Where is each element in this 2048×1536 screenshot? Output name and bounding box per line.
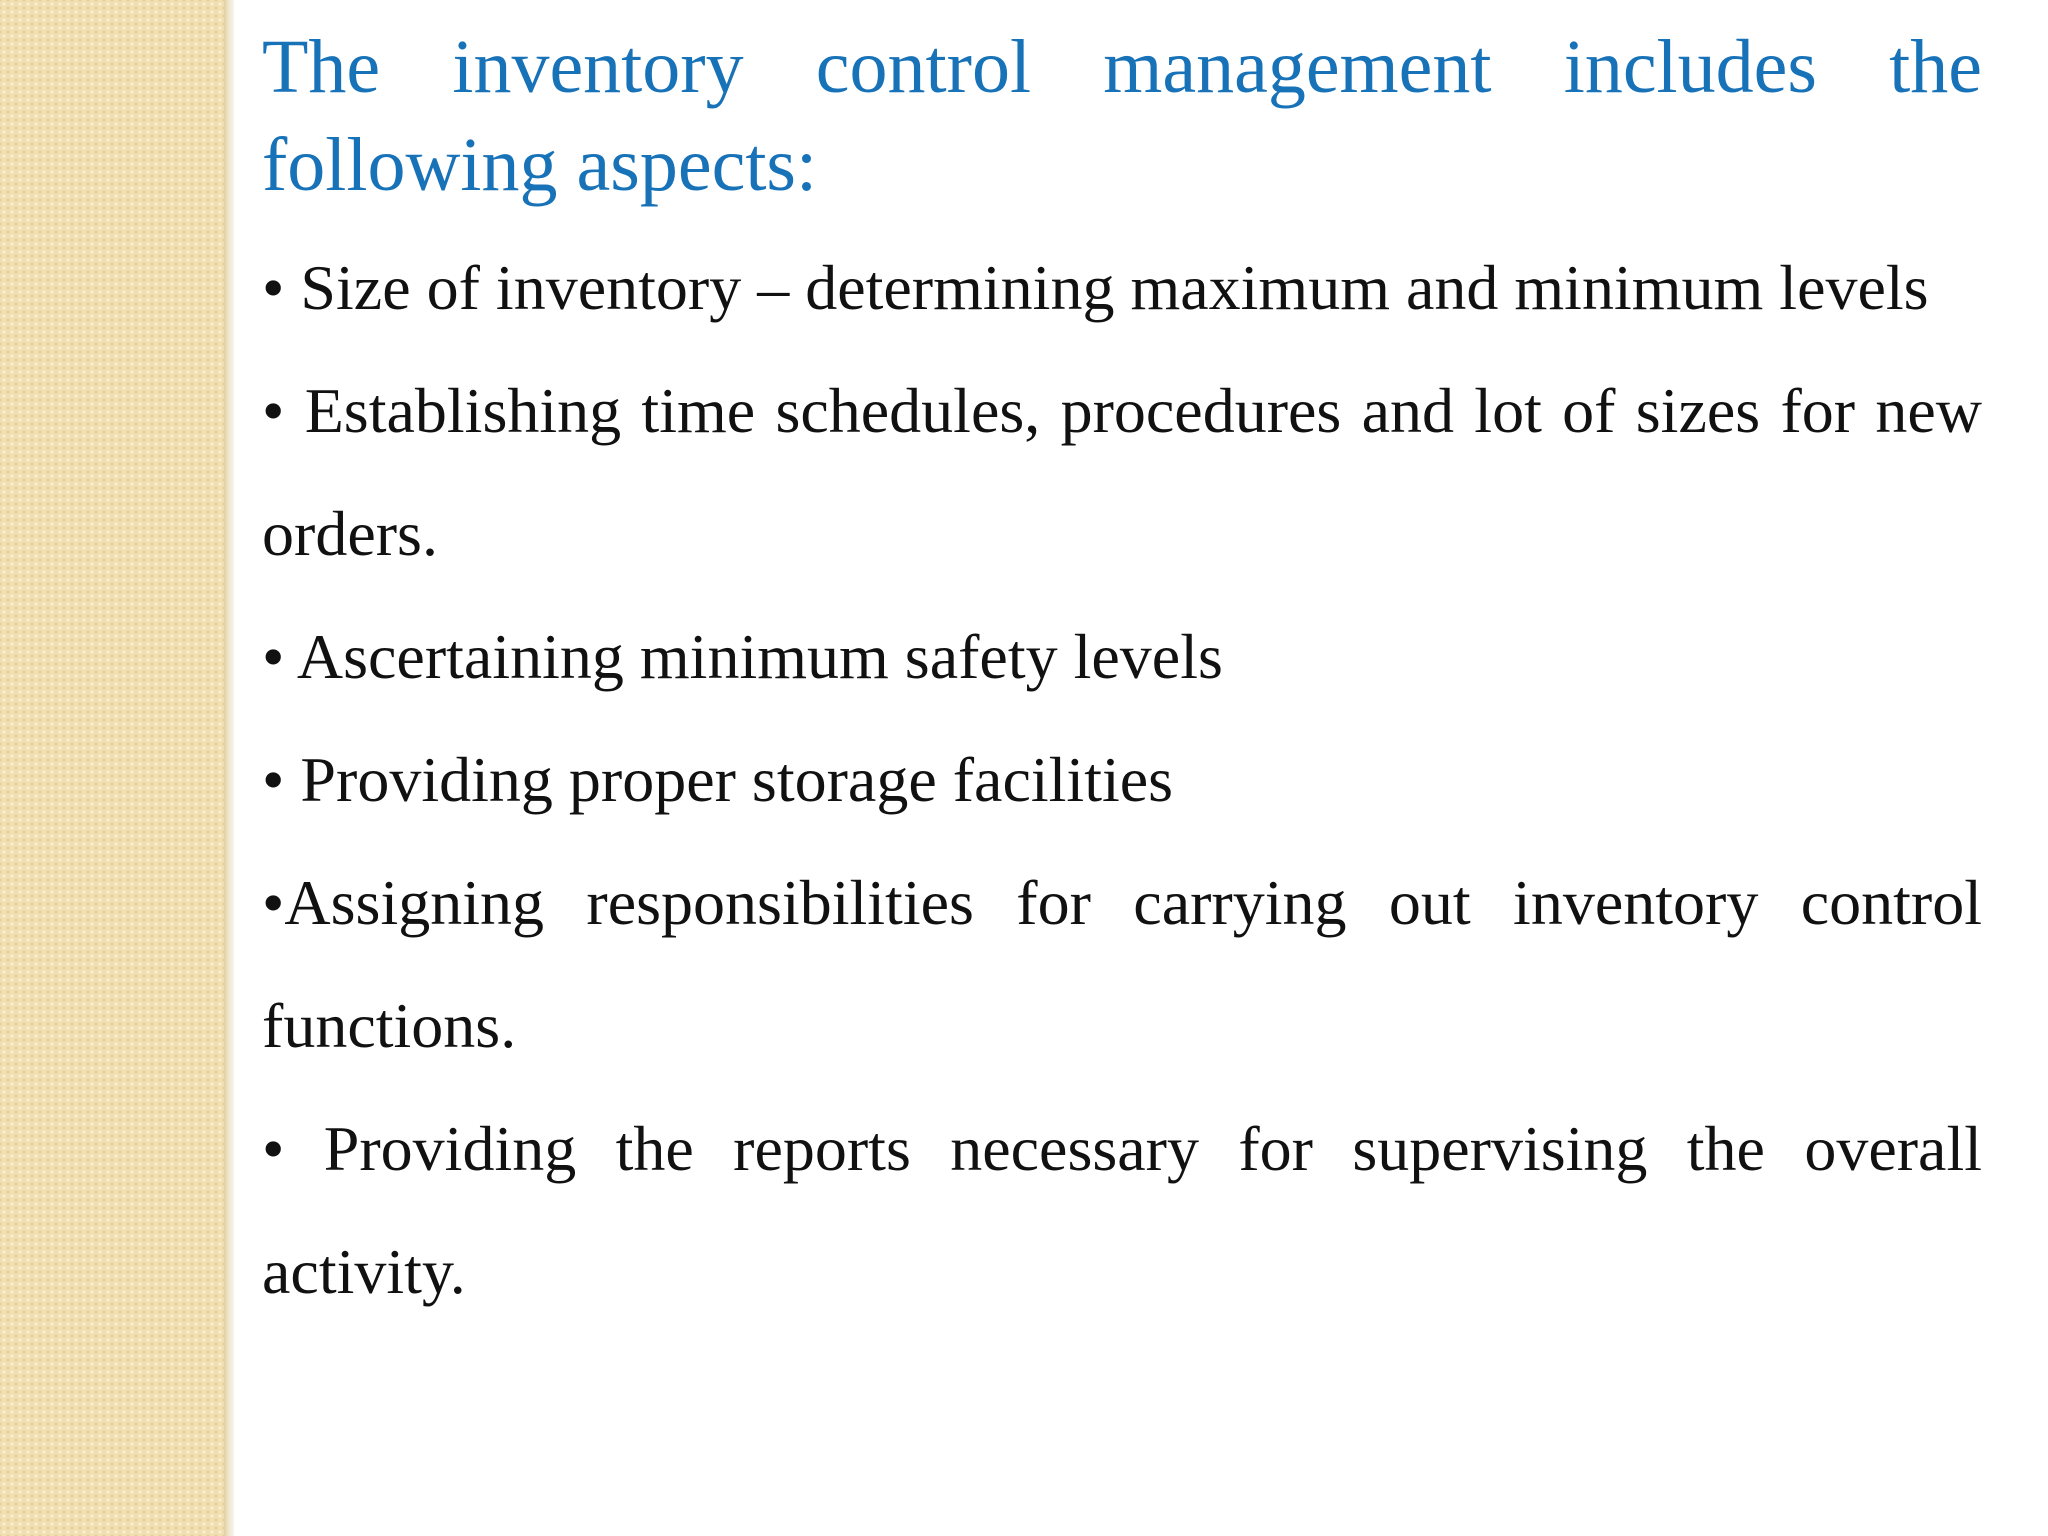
bullet-list	[262, 226, 1982, 1333]
slide-content	[262, 18, 1982, 1333]
bullet-item-responsibilities: •Assigning responsibilities for carrying out inventory control functions.	[262, 867, 1982, 1061]
bullet-item-time-schedules: • Establishing time schedules, procedures and lot of sizes for new orders.	[262, 375, 1982, 569]
side-panel-edge	[224, 0, 234, 1536]
decorative-side-panel	[0, 0, 224, 1536]
bullet-item-storage-facilities: • Providing proper storage facilities	[262, 744, 1174, 815]
bullet-item-reports: • Providing the reports necessary for supervising the overall activity.	[262, 1113, 1982, 1307]
slide-title: The inventory control management includes the following aspects:	[262, 25, 1982, 207]
bullet-item-inventory-size: • Size of inventory – determining maximum and minimum levels	[262, 252, 1929, 323]
bullet-item-safety-levels: • Ascertaining minimum safety levels	[262, 621, 1223, 692]
